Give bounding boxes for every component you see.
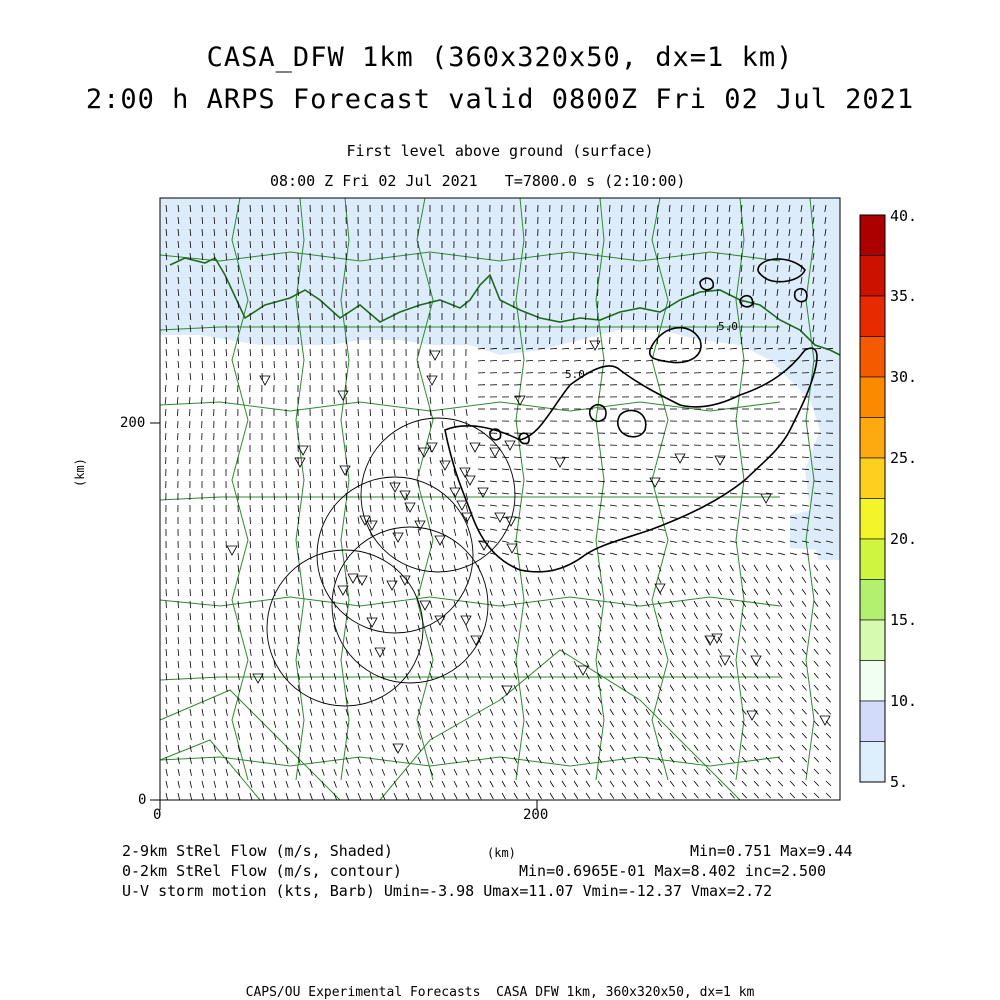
colorbar-label: 10. bbox=[890, 692, 918, 710]
wind-barb bbox=[274, 253, 275, 260]
wind-barb bbox=[586, 337, 587, 344]
wind-barb bbox=[358, 409, 359, 416]
wind-barb bbox=[274, 325, 275, 332]
legend-shaded: 2-9km StRel Flow (m/s, Shaded) bbox=[122, 842, 393, 860]
wind-barb bbox=[586, 277, 587, 284]
wind-barb bbox=[610, 229, 611, 236]
wind-barb bbox=[274, 493, 275, 500]
wind-barb bbox=[274, 241, 275, 248]
wind-barb bbox=[298, 481, 299, 488]
colorbar bbox=[860, 215, 885, 782]
wind-barb bbox=[610, 253, 611, 260]
wind-barb bbox=[286, 301, 287, 308]
wind-barb bbox=[262, 205, 263, 212]
wind-barb bbox=[610, 241, 611, 248]
wind-barb bbox=[274, 205, 275, 212]
wind-barb bbox=[586, 205, 587, 212]
wind-barb bbox=[262, 265, 263, 272]
legend-barbs: U-V storm motion (kts, Barb) Umin=-3.98 Umax=11.07 Vmin=-12.37 Vmax=2.72 bbox=[122, 882, 773, 900]
wind-barb bbox=[586, 289, 587, 296]
wind-barb bbox=[214, 385, 215, 392]
wind-barb bbox=[274, 373, 275, 380]
colorbar-cell bbox=[860, 418, 885, 459]
wind-barb bbox=[598, 265, 599, 272]
wind-barb bbox=[598, 337, 599, 344]
wind-barb bbox=[262, 301, 263, 308]
wind-barb bbox=[286, 229, 287, 236]
wind-barb bbox=[274, 289, 275, 296]
wind-barb bbox=[262, 325, 263, 332]
wind-barb bbox=[598, 301, 599, 308]
footer-credit: CAPS/OU Experimental Forecasts CASA DFW 1km, 360x320x50, dx=1 km bbox=[245, 985, 755, 1000]
colorbar-cell bbox=[860, 539, 885, 580]
x-axis-unit-label: (km) bbox=[487, 846, 516, 860]
colorbar-label: 25. bbox=[890, 449, 918, 467]
colorbar-label: 35. bbox=[890, 287, 918, 305]
wind-barb bbox=[262, 253, 263, 260]
wind-barb bbox=[598, 325, 599, 332]
wind-barb bbox=[310, 469, 311, 476]
wind-barb bbox=[370, 397, 371, 404]
wind-barb bbox=[286, 277, 287, 284]
wind-barb bbox=[250, 517, 251, 524]
colorbar-label: 30. bbox=[890, 368, 918, 386]
wind-barb bbox=[598, 229, 599, 236]
wind-barb bbox=[586, 301, 587, 308]
wind-barb bbox=[262, 337, 263, 344]
wind-barb bbox=[610, 265, 611, 272]
wind-barb bbox=[586, 325, 587, 332]
wind-barb bbox=[274, 361, 275, 368]
wind-barb bbox=[178, 421, 179, 428]
wind-barb bbox=[598, 277, 599, 284]
wind-barb bbox=[250, 529, 251, 536]
wind-barb bbox=[286, 337, 287, 344]
legend-contour-range: Min=0.6965E-01 Max=8.402 inc=2.500 bbox=[519, 862, 827, 880]
wind-barb bbox=[286, 349, 287, 356]
wind-barb bbox=[274, 229, 275, 236]
wind-barb bbox=[598, 205, 599, 212]
colorbar-cell bbox=[860, 701, 885, 742]
wind-barb bbox=[610, 289, 611, 296]
wind-barb bbox=[274, 337, 275, 344]
chart-subtitle-forecast: 2:00 h ARPS Forecast valid 0800Z Fri 02 Jul 2021 bbox=[85, 84, 915, 115]
colorbar-cell bbox=[860, 580, 885, 621]
colorbar-cell bbox=[860, 215, 885, 256]
colorbar-cell bbox=[860, 620, 885, 661]
wind-barb bbox=[286, 313, 287, 320]
wind-barb bbox=[262, 313, 263, 320]
wind-barb bbox=[262, 229, 263, 236]
wind-barb bbox=[586, 253, 587, 260]
wind-barb bbox=[274, 265, 275, 272]
wind-barb bbox=[262, 241, 263, 248]
wind-barb bbox=[274, 505, 275, 512]
wind-barb bbox=[598, 313, 599, 320]
wind-barb bbox=[610, 337, 611, 344]
wind-barb bbox=[190, 409, 191, 416]
wind-barb bbox=[286, 325, 287, 332]
wind-barb bbox=[586, 229, 587, 236]
wind-barb bbox=[286, 217, 287, 224]
colorbar-cell bbox=[860, 337, 885, 378]
wind-barb bbox=[262, 277, 263, 284]
wind-barb bbox=[610, 277, 611, 284]
wind-barb bbox=[274, 349, 275, 356]
wind-barb bbox=[610, 205, 611, 212]
wind-barb bbox=[286, 205, 287, 212]
wind-barb bbox=[238, 541, 239, 548]
wind-barb bbox=[274, 217, 275, 224]
wind-barb bbox=[286, 373, 287, 380]
wind-barb bbox=[202, 577, 203, 584]
wind-barb bbox=[262, 217, 263, 224]
colorbar-label: 15. bbox=[890, 611, 918, 629]
colorbar-label: 5. bbox=[890, 773, 909, 791]
colorbar-cell bbox=[860, 377, 885, 418]
wind-barb bbox=[286, 253, 287, 260]
legend-shaded-range: Min=0.751 Max=9.44 bbox=[690, 842, 853, 860]
wind-barb bbox=[178, 433, 179, 440]
wind-barb bbox=[334, 433, 335, 440]
x-tick-label: 200 bbox=[523, 807, 549, 823]
wind-barb bbox=[586, 217, 587, 224]
wind-barb bbox=[598, 289, 599, 296]
legend-contour: 0-2km StRel Flow (m/s, contour) bbox=[122, 862, 402, 880]
wind-barb bbox=[298, 469, 299, 476]
wind-barb bbox=[598, 253, 599, 260]
wind-barb bbox=[166, 445, 167, 452]
wind-barb bbox=[274, 301, 275, 308]
wind-barb bbox=[190, 421, 191, 428]
wind-barb bbox=[586, 313, 587, 320]
wind-barb bbox=[262, 505, 263, 512]
wind-barb bbox=[310, 457, 311, 464]
wind-barb bbox=[286, 265, 287, 272]
wind-barb bbox=[586, 241, 587, 248]
wind-barb bbox=[610, 313, 611, 320]
y-tick-label: 0 bbox=[138, 792, 147, 808]
wind-barb bbox=[286, 481, 287, 488]
wind-barb bbox=[238, 529, 239, 536]
colorbar-cell bbox=[860, 661, 885, 702]
wind-barb bbox=[610, 301, 611, 308]
wind-barb bbox=[286, 241, 287, 248]
wind-barb bbox=[346, 421, 347, 428]
wind-barb bbox=[226, 385, 227, 392]
wind-barb bbox=[286, 493, 287, 500]
wind-barb bbox=[178, 601, 179, 608]
wind-barb bbox=[226, 553, 227, 560]
colorbar-label: 20. bbox=[890, 530, 918, 548]
wind-barb bbox=[274, 277, 275, 284]
colorbar-cell bbox=[860, 296, 885, 337]
wind-barb bbox=[214, 565, 215, 572]
wind-barb bbox=[610, 217, 611, 224]
y-tick-label: 200 bbox=[120, 415, 146, 431]
contour-label-b: 5.0 bbox=[565, 368, 585, 381]
wind-barb bbox=[598, 217, 599, 224]
wind-barb bbox=[586, 265, 587, 272]
wind-barb bbox=[202, 397, 203, 404]
wind-barb bbox=[262, 289, 263, 296]
x-tick-label: 0 bbox=[153, 807, 162, 823]
wind-barb bbox=[286, 361, 287, 368]
level-label: First level above ground (surface) bbox=[346, 142, 654, 160]
colorbar-cell bbox=[860, 256, 885, 297]
colorbar-cell bbox=[860, 458, 885, 499]
wind-barb bbox=[190, 589, 191, 596]
wind-barb bbox=[262, 517, 263, 524]
wind-barb bbox=[166, 613, 167, 620]
contour-label: 5.0 bbox=[718, 320, 738, 333]
wind-barb bbox=[322, 445, 323, 452]
wind-barb bbox=[202, 409, 203, 416]
colorbar-cell bbox=[860, 742, 885, 783]
valid-time-label: 08:00 Z Fri 02 Jul 2021 T=7800.0 s (2:10:00) bbox=[270, 172, 686, 190]
wind-barb bbox=[262, 349, 263, 356]
y-axis-unit-label: (km) bbox=[73, 458, 87, 487]
wind-barb bbox=[274, 313, 275, 320]
colorbar-label: 40. bbox=[890, 207, 918, 225]
colorbar-cell bbox=[860, 499, 885, 540]
wind-barb bbox=[214, 397, 215, 404]
wind-barb bbox=[382, 385, 383, 392]
chart-title: CASA_DFW 1km (360x320x50, dx=1 km) bbox=[206, 42, 794, 73]
wind-barb bbox=[286, 289, 287, 296]
wind-barb bbox=[262, 361, 263, 368]
wind-barb bbox=[610, 325, 611, 332]
wind-barb bbox=[598, 241, 599, 248]
